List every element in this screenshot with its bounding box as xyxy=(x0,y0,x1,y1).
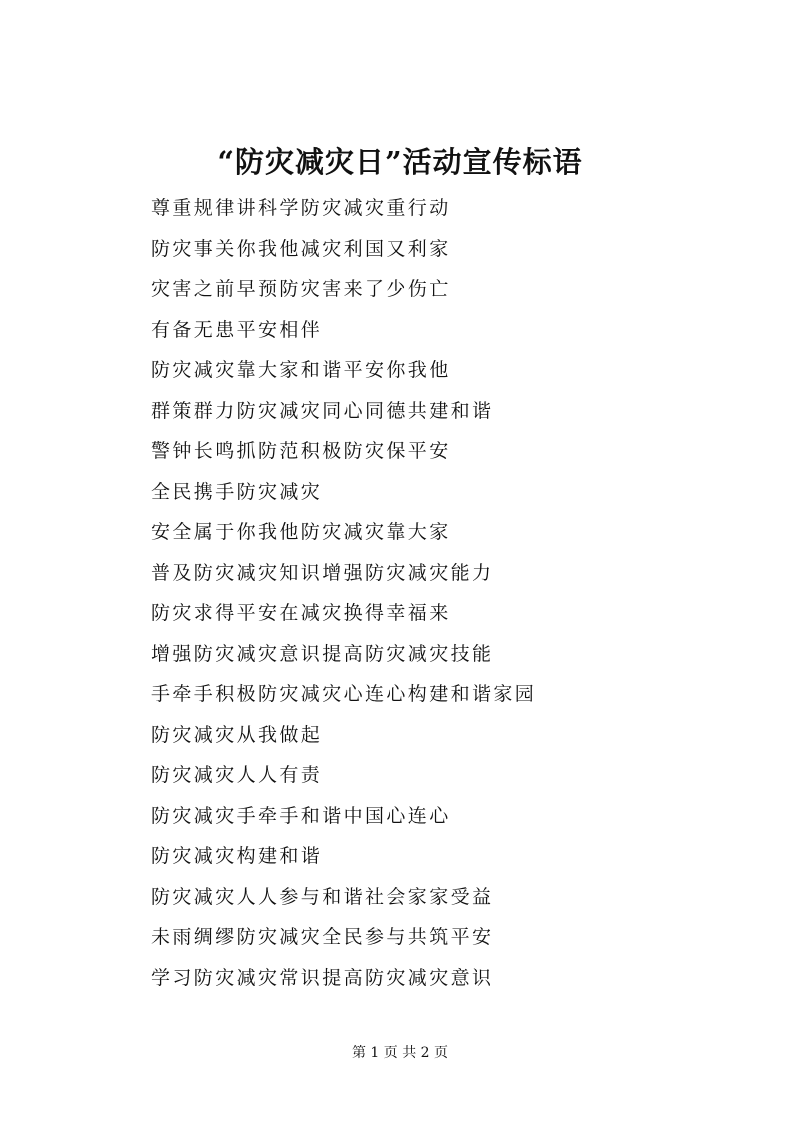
slogan-item: 普及防灾减灾知识增强防灾减灾能力 xyxy=(151,561,494,584)
slogan-item: 手牵手积极防灾减灾心连心构建和谐家园 xyxy=(151,683,537,705)
slogan-item: 防灾减灾构建和谐 xyxy=(151,845,323,867)
slogan-item: 尊重规律讲科学防灾减灾重行动 xyxy=(151,197,451,219)
slogan-item: 灾害之前早预防灾害来了少伤亡 xyxy=(151,278,451,300)
page-title: “防灾减灾日”活动宣传标语 xyxy=(217,145,583,179)
slogan-item: 防灾减灾手牵手和谐中国心连心 xyxy=(151,804,451,827)
slogan-item: 防灾减灾靠大家和谐平安你我他 xyxy=(151,359,451,381)
slogan-item: 增强防灾减灾意识提高防灾减灾技能 xyxy=(151,642,494,665)
slogan-item: 全民携手防灾减灾 xyxy=(151,480,323,503)
page-number-footer: 第 1 页 共 2 页 xyxy=(351,1045,449,1061)
slogan-item: 有备无患平安相伴 xyxy=(151,318,323,341)
slogan-item: 防灾减灾从我做起 xyxy=(151,723,323,746)
slogan-item: 防灾求得平安在减灾换得幸福来 xyxy=(151,602,451,624)
slogan-item: 警钟长鸣抓防范积极防灾保平安 xyxy=(151,440,451,462)
slogan-item: 防灾减灾人人有责 xyxy=(151,764,323,786)
slogan-item: 安全属于你我他防灾减灾靠大家 xyxy=(151,521,451,543)
slogan-item: 防灾事关你我他减灾利国又利家 xyxy=(151,237,451,260)
slogan-item: 学习防灾减灾常识提高防灾减灾意识 xyxy=(151,966,494,989)
slogan-item: 未雨绸缪防灾减灾全民参与共筑平安 xyxy=(151,926,494,948)
slogan-item: 群策群力防灾减灾同心同德共建和谐 xyxy=(151,399,494,422)
slogan-item: 防灾减灾人人参与和谐社会家家受益 xyxy=(151,885,494,908)
slogan-list xyxy=(151,188,536,998)
